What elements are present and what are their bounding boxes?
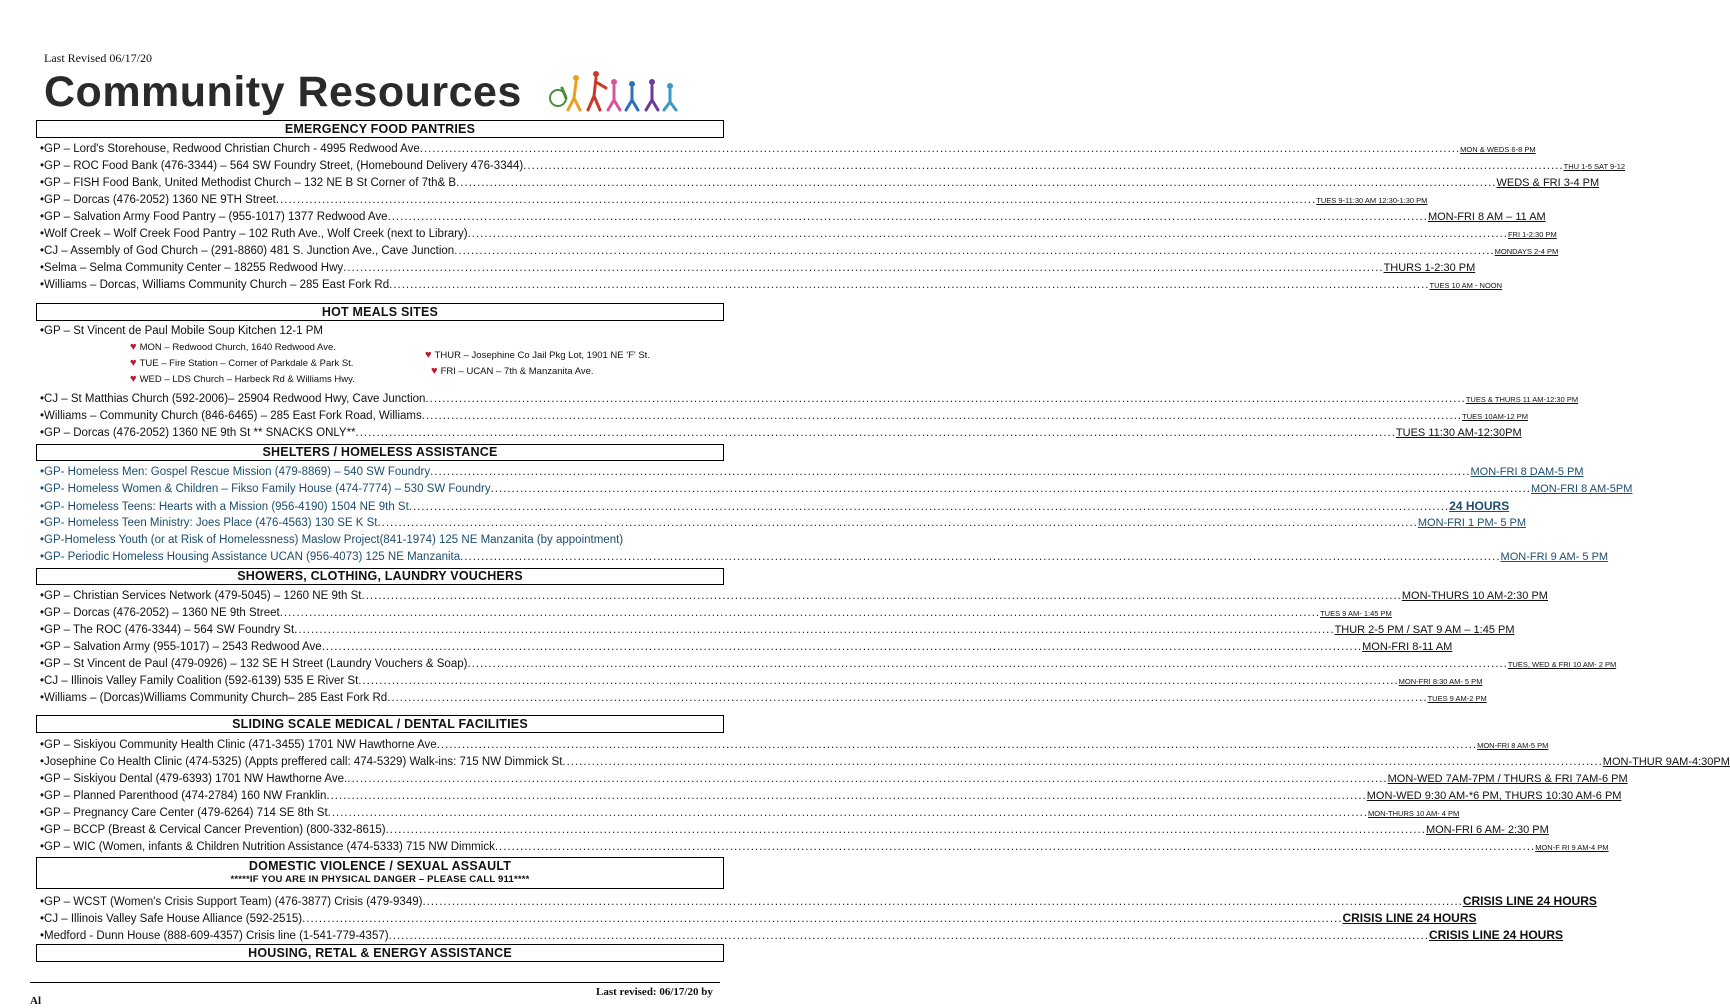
section-header-shelters: SHELTERS / HOMELESS ASSISTANCE <box>36 444 724 461</box>
last-revised-bottom: Last revised: 06/17/20 by <box>596 986 713 998</box>
meal-site-wed: ♥ WED – LDS Church – Harbeck Rd & Williams Hwy. <box>130 373 355 385</box>
list-item: •GP- Homeless Women & Children – Fikso Family House (474-7774) – 530 SW Foundry ..... MON-FRI 8 AM-5PM <box>40 481 720 497</box>
list-item: •GP – WIC (Women, infants & Children Nutrition Assistance (474-5333) 715 NW Dimmick ..... MON-F RI 9 AM-4 PM <box>40 839 720 856</box>
heart-icon: ♥ <box>130 373 140 385</box>
list-item: •GP – Salvation Army (955-1017) – 2543 Redwood Ave ..... MON-FRI 8-11 AM <box>40 639 720 655</box>
list-item: •GP – Planned Parenthood (474-2784) 160 NW Franklin ..... MON-WED 9:30 AM-*6 PM, THURS 10:30 AM-6 PM <box>40 788 720 804</box>
list-item: •CJ – Assembly of God Church – (291-8860) 481 S. Junction Ave., Cave Junction ..... MONDAYS 2-4 PM <box>40 243 720 260</box>
meal-site-tue: ♥ TUE – Fire Station – Corner of Parkdale & Park St. <box>130 357 354 369</box>
last-revised-top: Last Revised 06/17/20 <box>44 51 152 65</box>
list-item: •Medford - Dunn House (888-609-4357) Crisis line (1-541-779-4357) ..... CRISIS LINE 24 HOURS <box>40 927 720 944</box>
dv-title: DOMESTIC VIOLENCE / SEXUAL ASSAULT <box>248 859 512 873</box>
section-header-food: EMERGENCY FOOD PANTRIES <box>36 120 724 138</box>
heart-icon: ♥ <box>431 365 441 377</box>
list-item: •GP – Dorcas (476-2052) – 1360 NE 9th Street ..... TUES 9 AM- 1:45 PM <box>40 605 720 622</box>
list-item: •Williams – Community Church (846-6465) – 285 East Fork Road, Williams ..... TUES 10AM-12 PM <box>40 408 720 425</box>
list-item: •GP – Dorcas (476-2052) 1360 NE 9th St ** SNACKS ONLY** ..... TUES 11:30 AM-12:30PM <box>40 425 720 441</box>
section-header-medical: SLIDING SCALE MEDICAL / DENTAL FACILITIES <box>36 715 724 733</box>
list-item: •CJ – St Matthias Church (592-2006)– 25904 Redwood Hwy, Cave Junction ..... TUES & THURS 11 AM-12:30 PM <box>40 391 720 408</box>
list-item: •GP – Pregnancy Care Center (479-6264) 714 SE 8th St ..... MON-THURS 10 AM- 4 PM <box>40 805 720 822</box>
list-item: •Wolf Creek – Wolf Creek Food Pantry – 102 Ruth Ave., Wolf Creek (next to Library) ..... FRI 1-2:30 PM <box>40 226 720 243</box>
meal-site-mon: ♥ MON – Redwood Church, 1640 Redwood Ave. <box>130 341 336 353</box>
list-item: •GP – Siskiyou Community Health Clinic (471-3455) 1701 NW Hawthorne Ave ..... MON-FRI 8 AM-5 PM <box>40 737 720 754</box>
list-item: •GP – FISH Food Bank, United Methodist Church – 132 NE B St Corner of 7th& B ..... WEDS & FRI 3-4 PM <box>40 175 720 191</box>
section-header-meals: HOT MEALS SITES <box>36 303 724 321</box>
people-logo-icon <box>548 68 682 114</box>
list-item: •GP – WCST (Women's Crisis Support Team) (476-3877) Crisis (479-9349) ..... CRISIS LINE 24 HOURS <box>40 893 720 910</box>
list-item: •GP – ROC Food Bank (476-3344) – 564 SW Foundry Street, (Homebound Delivery 476-3344) ..... THU 1-5 SAT 9-12 <box>40 158 720 175</box>
list-item: •GP – Lord's Storehouse, Redwood Christian Church - 4995 Redwood Ave ..... MON & WEDS 6-8 PM <box>40 141 720 158</box>
list-item: •GP – Christian Services Network (479-5045) – 1260 NE 9th St ..... MON-THURS 10 AM-2:30 PM <box>40 588 720 604</box>
list-item: •GP – St Vincent de Paul (479-0926) – 132 SE H Street (Laundry Vouchers & Soap) ..... TUES, WED & FRI 10 AM- 2 PM <box>40 656 720 673</box>
list-item: •Josephine Co Health Clinic (474-5325) (Appts preffered call: 474-5329) Walk-ins: 715 NW Dimmick St ..... MON-THUR 9AM-4:30PM <box>40 754 720 770</box>
list-item: •GP – Dorcas (476-2052) 1360 NE 9TH Street ..... TUES 9-11:30 AM 12:30-1:30 PM <box>40 192 720 209</box>
heart-icon: ♥ <box>130 341 140 353</box>
footer-fragment: Al <box>30 995 41 1007</box>
list-item: •GP – Siskiyou Dental (479-6393) 1701 NW Hawthorne Ave. ..... MON-WED 7AM-7PM / THURS & FRI 7AM-6 PM <box>40 771 720 787</box>
meal-site-thur: ♥ THUR – Josephine Co Jail Pkg Lot, 1901 NE 'F' St. <box>425 349 650 361</box>
dv-note: *****IF YOU ARE IN PHYSICAL DANGER – PLEASE CALL 911**** <box>230 874 530 885</box>
list-item: •GP- Homeless Teen Ministry: Joes Place (476-4563) 130 SE K St ..... MON-FRI 1 PM- 5 PM <box>40 515 720 531</box>
footer-divider <box>30 982 720 983</box>
section-header-showers: SHOWERS, CLOTHING, LAUNDRY VOUCHERS <box>36 568 724 585</box>
list-item: •GP – Salvation Army Food Pantry – (955-1017) 1377 Redwood Ave ..... MON-FRI 8 AM – 11 AM <box>40 209 720 225</box>
list-item: •GP- Periodic Homeless Housing Assistance UCAN (956-4073) 125 NE Manzanita ..... MON-FRI 9 AM- 5 PM <box>40 549 720 565</box>
list-item: •Selma – Selma Community Center – 18255 Redwood Hwy ..... THURS 1-2:30 PM <box>40 260 720 276</box>
list-item: •CJ – Illinois Valley Safe House Alliance (592-2515) ..... CRISIS LINE 24 HOURS <box>40 910 720 927</box>
list-item: •GP – St Vincent de Paul Mobile Soup Kitchen 12-1 PM <box>40 325 323 337</box>
meal-site-fri: ♥ FRI – UCAN – 7th & Manzanita Ave. <box>431 365 594 377</box>
list-item: •Williams – (Dorcas)Williams Community Church– 285 East Fork Rd ..... TUES 9 AM-2 PM <box>40 690 720 707</box>
list-item: •GP-Homeless Youth (or at Risk of Homelessness) Maslow Project(841-1974) 125 NE Manzanita (by appointment) <box>40 534 624 546</box>
page-title: Community Resources <box>44 68 522 116</box>
heart-icon: ♥ <box>425 349 435 361</box>
section-header-housing: HOUSING, RETAL & ENERGY ASSISTANCE <box>36 944 724 962</box>
section-header-dv <box>36 857 724 889</box>
list-item: •Williams – Dorcas, Williams Community Church – 285 East Fork Rd ..... TUES 10 AM - NOON <box>40 277 720 294</box>
list-item: •GP- Homeless Teens: Hearts with a Mission (956-4190) 1504 NE 9th St ..... 24 HOURS <box>40 498 720 515</box>
heart-icon: ♥ <box>130 357 140 369</box>
list-item: •CJ – Illinois Valley Family Coalition (592-6139) 535 E River St ..... MON-FRI 8:30 AM- 5 PM <box>40 673 720 690</box>
list-item: •GP – BCCP (Breast & Cervical Cancer Prevention) (800-332-8615) ..... MON-FRI 6 AM- 2:30 PM <box>40 822 720 838</box>
list-item: •GP- Homeless Men: Gospel Rescue Mission (479-8869) – 540 SW Foundry ..... MON-FRI 8 DAM-5 PM <box>40 464 720 480</box>
list-item: •GP – The ROC (476-3344) – 564 SW Foundry St ..... THUR 2-5 PM / SAT 9 AM – 1:45 PM <box>40 622 720 638</box>
